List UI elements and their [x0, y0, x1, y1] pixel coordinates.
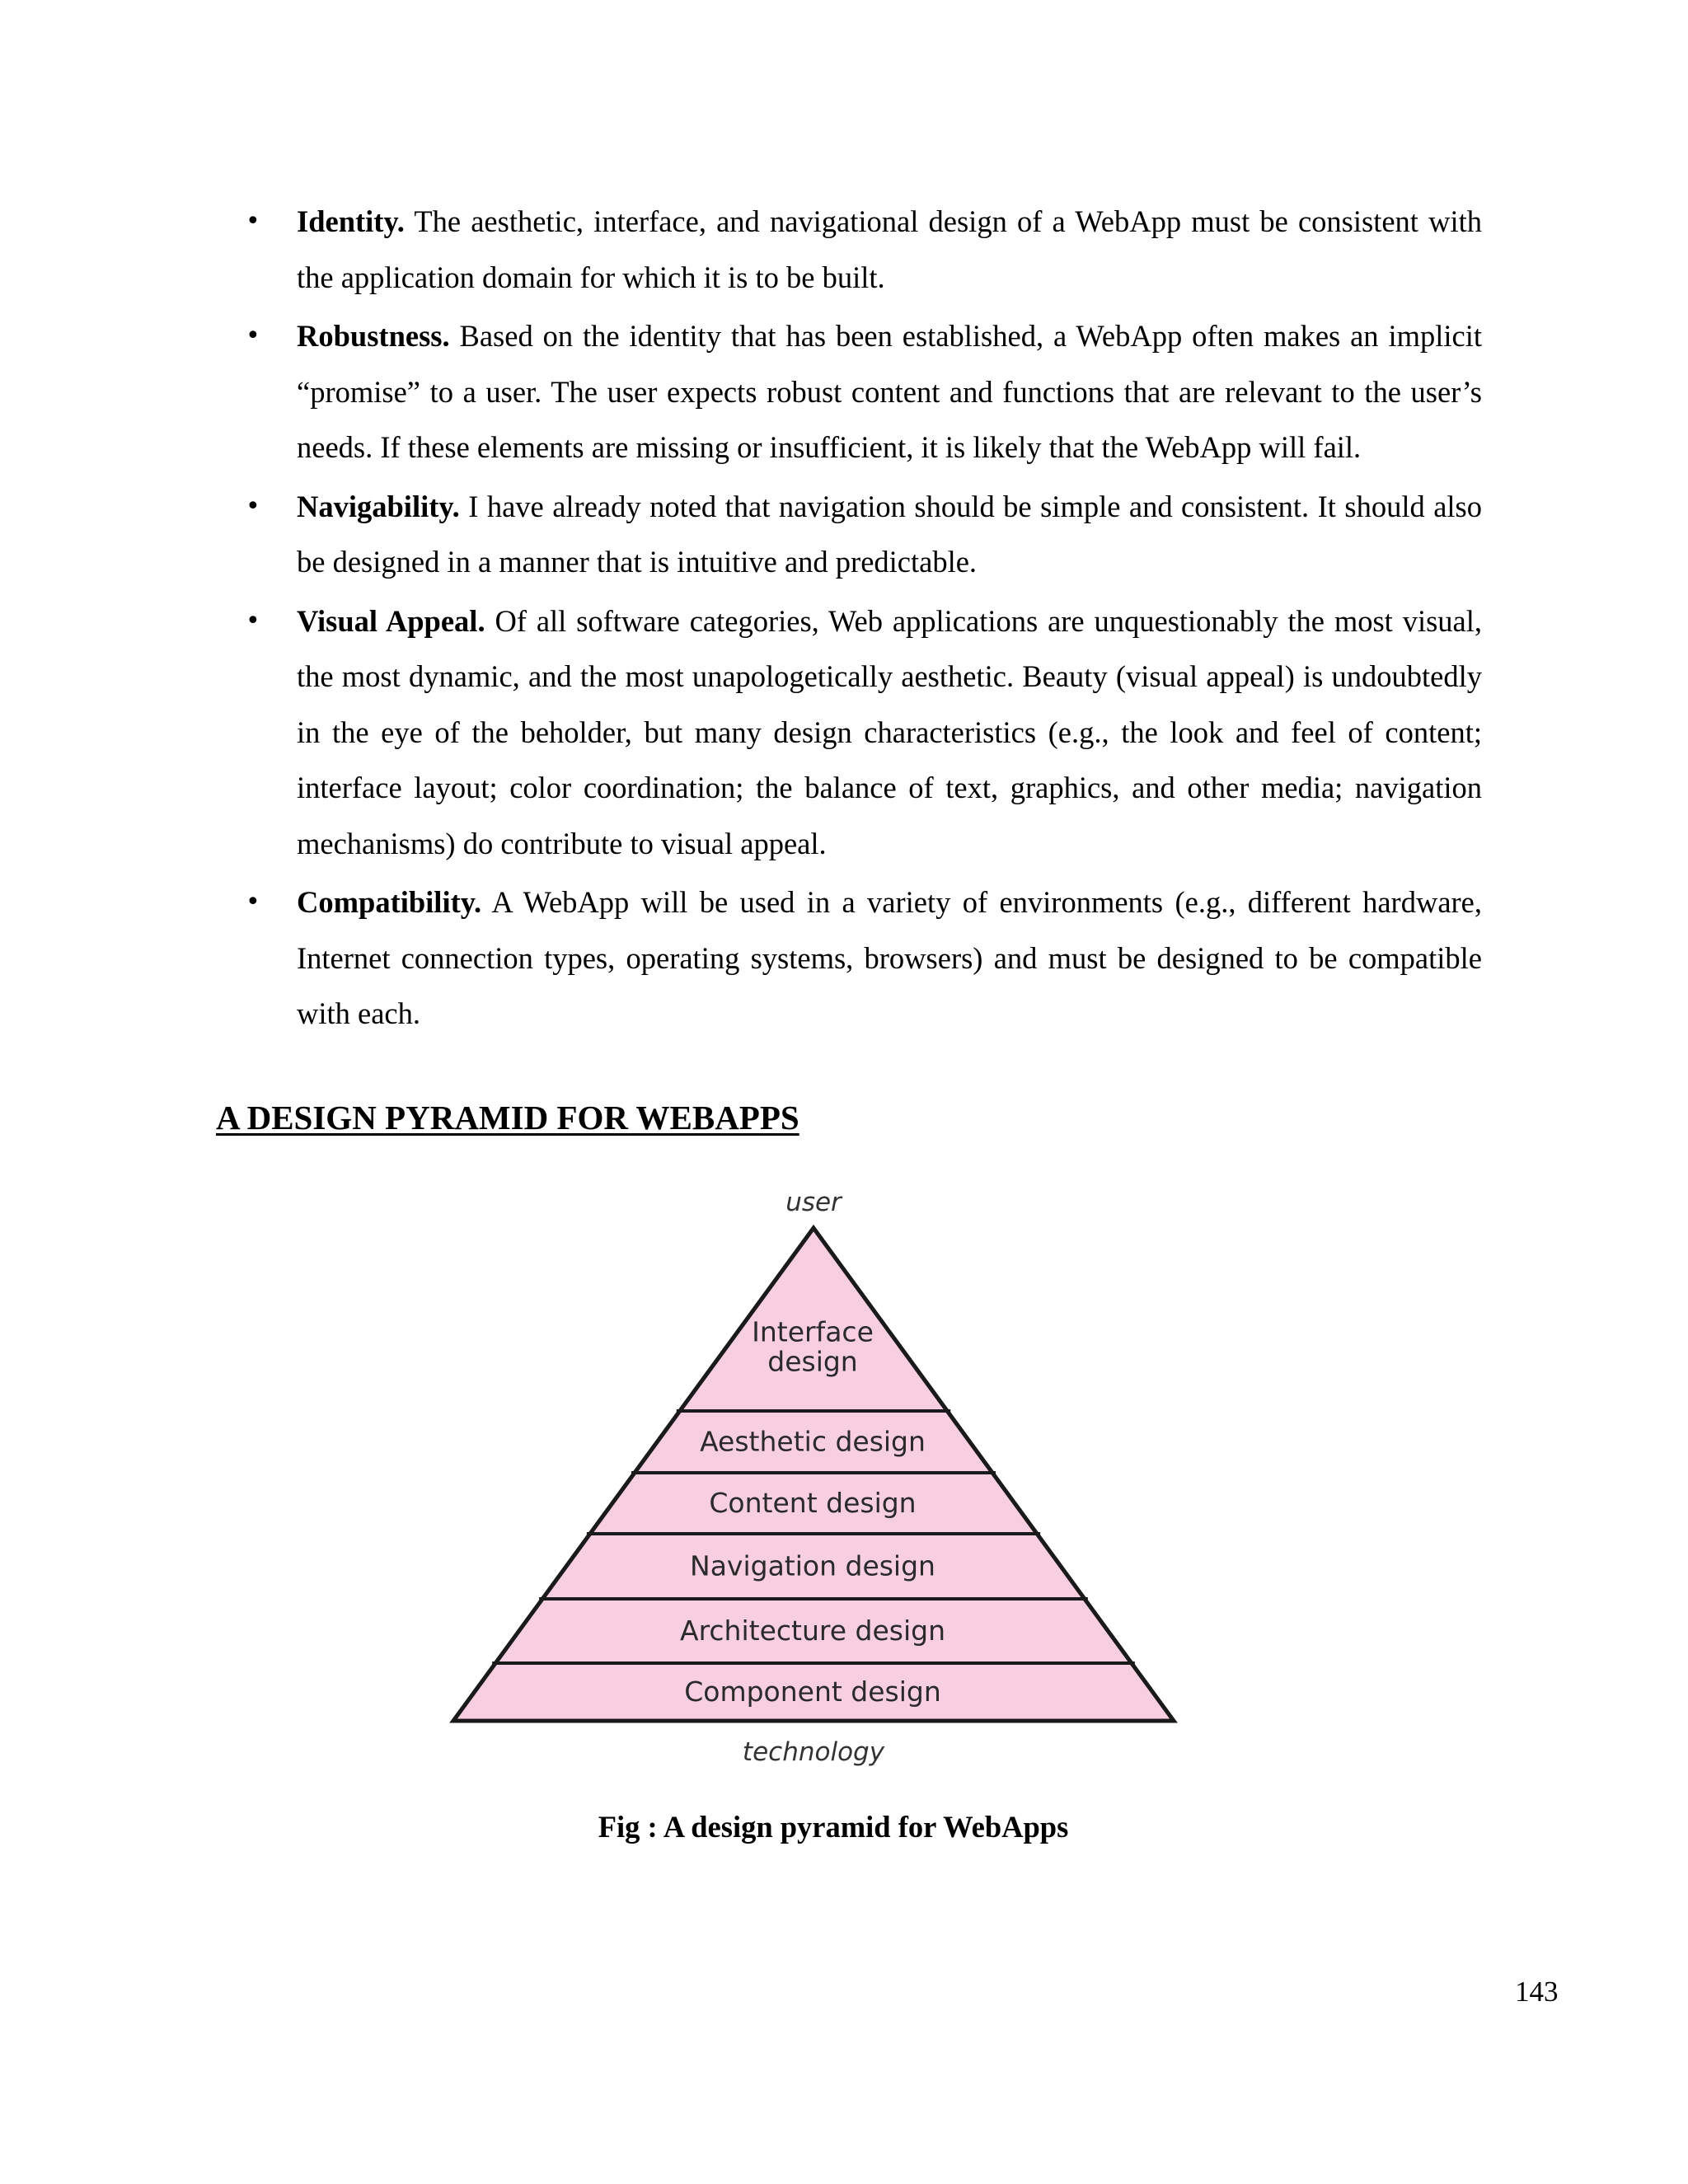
bullet-term: Identity.	[297, 204, 405, 238]
layer-label: design	[767, 1345, 858, 1378]
layer-label: Aesthetic design	[700, 1425, 926, 1458]
design-pyramid-diagram	[437, 1170, 1195, 1797]
bottom-label: technology	[742, 1737, 885, 1767]
bullet-text: Based on the identity that has been established, a WebApp often makes an implicit “promise” to a user. The user expects robust content and functions that are relevant to the user’s needs. If these elements are missing or insufficient, it is likely that the WebApp will fail.	[297, 319, 1482, 464]
bullet-term: Compatibility.	[297, 885, 482, 919]
layer-label: Interface	[752, 1315, 874, 1348]
bullet-text: I have already noted that navigation should be simple and consistent. It should also be designed in a manner that is intuitive and predictable.	[297, 489, 1482, 579]
section-heading: A DESIGN PYRAMID FOR WEBAPPS	[216, 1099, 799, 1137]
layer-label: Component design	[684, 1675, 941, 1708]
bullet-icon: •	[246, 321, 260, 350]
list-item	[246, 308, 1482, 476]
layer-label: Content design	[709, 1487, 917, 1519]
design-pyramid-figure	[437, 1170, 1195, 1797]
design-qualities-list	[246, 194, 1482, 1045]
top-label: user	[785, 1188, 842, 1217]
list-item	[246, 479, 1482, 590]
bullet-text: A WebApp will be used in a variety of environments (e.g., different hardware, Internet connection types, operating systems, browsers) and must be designed to be compatible with each.	[297, 885, 1482, 1030]
layer-label: Architecture design	[680, 1615, 945, 1647]
list-item	[246, 874, 1482, 1042]
bullet-icon: •	[246, 207, 260, 236]
bullet-term: Visual Appeal.	[297, 603, 485, 638]
figure-caption: Fig : A design pyramid for WebApps	[598, 1810, 1069, 1844]
page-number: 143	[1515, 1975, 1559, 2008]
layer-label: Navigation design	[690, 1549, 935, 1582]
list-item	[246, 194, 1482, 305]
bullet-icon: •	[246, 606, 260, 635]
list-item	[246, 593, 1482, 872]
bullet-term: Robustness.	[297, 319, 450, 353]
bullet-text: The aesthetic, interface, and navigational design of a WebApp must be consistent with the application domain for which it is to be built.	[297, 204, 1482, 294]
bullet-icon: •	[246, 491, 260, 521]
bullet-text: Of all software categories, Web applications are unquestionably the most visual, the most dynamic, and the most unapologetically aesthetic. Beauty (visual appeal) is undoubtedly in the eye of the beholder, but many design characteristics (e.g., the look and feel of content; interface layout; color coordination; the balance of text, graphics, and other media; navigation mechanisms) do contribute to visual appeal.	[297, 603, 1483, 860]
bullet-icon: •	[246, 888, 260, 916]
bullet-term: Navigability.	[297, 489, 460, 523]
